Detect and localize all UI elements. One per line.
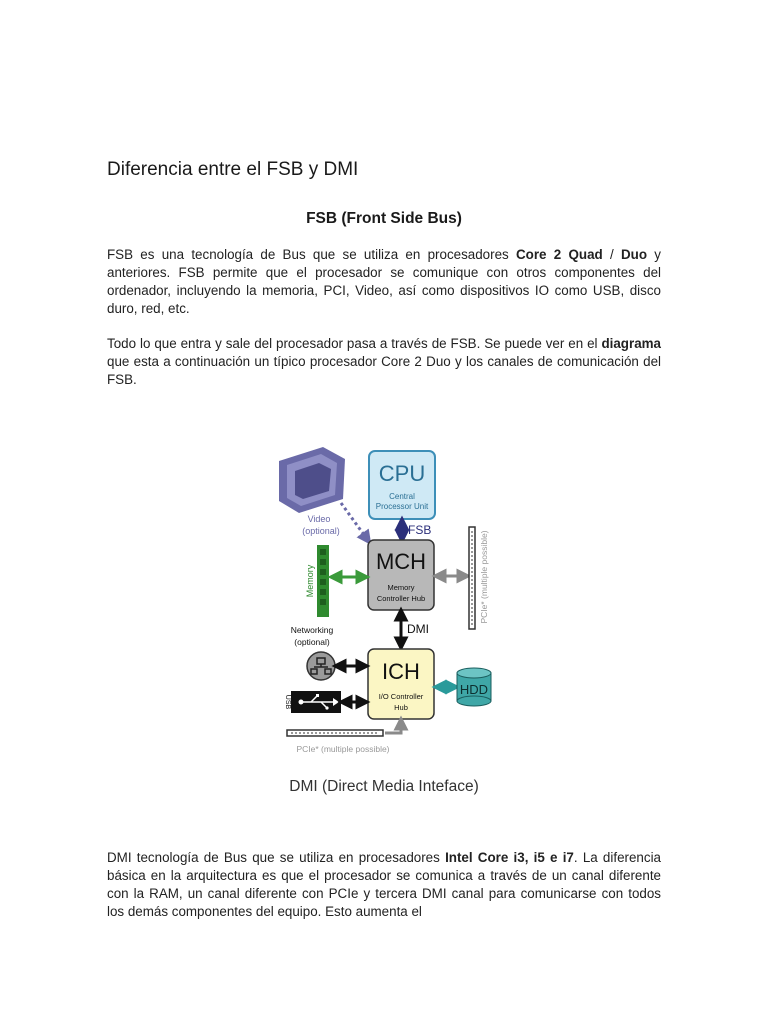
paragraph-fsb-intro	[107, 246, 661, 318]
video-optional-label: (optional)	[302, 526, 340, 536]
hdd-label: HDD	[459, 682, 489, 697]
memory-icon	[317, 545, 329, 617]
cpu-title: CPU	[378, 461, 426, 486]
mch-subtitle: Memory	[387, 583, 415, 592]
ich-subtitle: I/O Controller	[378, 692, 424, 701]
paragraph-dmi	[107, 849, 661, 921]
pcie-bottom-label: PCIe* (multiple possible)	[296, 744, 390, 754]
memory-label: Memory	[305, 564, 315, 598]
paragraph-fsb-diagram-intro	[107, 335, 661, 389]
fsb-label: FSB	[408, 523, 432, 537]
networking-label: Networking	[290, 625, 334, 635]
monitor-icon	[279, 447, 345, 513]
mch-title: MCH	[375, 549, 427, 574]
page-title: Diferencia entre el FSB y DMI	[107, 159, 359, 180]
paragraph-text: y anteriores. FSB permite que el procesador se comunique con otros componentes del ordenador, incluyendo la memoria, PCI, Video, así como dispositivos IO como USB, disco duro, red, etc.	[107, 247, 661, 316]
ich-subtitle: Hub	[394, 703, 408, 712]
ich-title: ICH	[382, 659, 420, 684]
cpu-subtitle: Processor Unit	[375, 502, 429, 511]
diagram-caption: DMI (Direct Media Inteface)	[289, 778, 479, 795]
video-link-arrow	[341, 503, 367, 539]
network-icon	[307, 652, 335, 680]
bold-term: Duo	[620, 247, 648, 262]
video-label: Video	[307, 514, 331, 524]
pcie-bottom-arrow	[385, 723, 401, 733]
pcie-right-label: PCIe* (multiple possible)	[479, 530, 489, 624]
bold-term: Core 2 Quad	[516, 247, 603, 262]
usb-label: USB	[284, 694, 291, 710]
paragraph-text: que esta a continuación un típico procesador Core 2 Duo y los canales de comunicación del FSB.	[107, 354, 661, 387]
paragraph-text: DMI tecnología de Bus que se utiliza en procesadores	[107, 850, 446, 865]
usb-icon	[291, 691, 341, 713]
architecture-diagram	[273, 441, 497, 761]
bold-term: Intel Core i3, i5 e i7	[445, 850, 574, 865]
paragraph-text: Todo lo que entra y sale del procesador pasa a través de FSB. Se puede ver en el	[107, 336, 602, 351]
paragraph-text: FSB es una tecnología de Bus que se utiliza en procesadores	[107, 247, 516, 262]
section-heading-fsb: FSB (Front Side Bus)	[306, 210, 462, 227]
paragraph-text: . La diferencia básica en la arquitectura es que el procesador se comunica a través de un canal diferente con la RAM, un canal diferente con PCIe y tercera DMI canal para comunicarse con todos los demás componentes del equipo. Esto aumenta el	[107, 850, 661, 919]
paragraph-text: /	[602, 247, 621, 262]
cpu-subtitle: Central	[389, 492, 415, 501]
bold-term: diagrama	[601, 336, 661, 351]
networking-optional-label: (optional)	[294, 637, 330, 647]
pcie-right-slot	[469, 527, 475, 629]
mch-subtitle: Controller Hub	[376, 594, 426, 603]
dmi-label: DMI	[407, 622, 429, 636]
